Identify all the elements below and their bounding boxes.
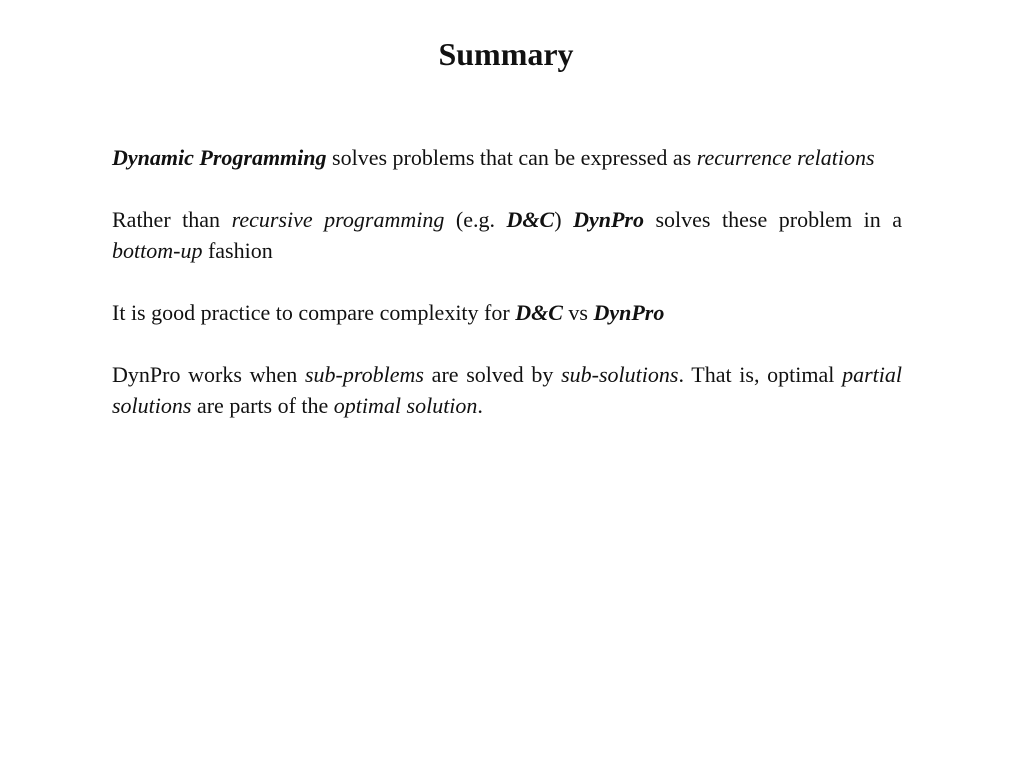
text-run: recursive programming: [231, 207, 445, 232]
text-run: D&C: [515, 300, 563, 325]
text-run: D&C: [506, 207, 555, 232]
text-run: vs: [562, 300, 594, 325]
text-run: Rather than: [112, 207, 232, 232]
text-run: ): [554, 207, 574, 232]
paragraph-optimal-substructure: [112, 359, 902, 421]
text-run: Dynamic Programming: [112, 145, 327, 170]
text-run: It is good practice to compare complexity for: [112, 300, 516, 325]
text-run: . That is, optimal: [678, 362, 843, 387]
paragraph-bottom-up: [112, 204, 902, 266]
text-run: are parts of the: [191, 393, 334, 418]
text-run: DynPro: [593, 300, 665, 325]
paragraph-compare-complexity: [112, 297, 902, 328]
text-run: are solved by: [423, 362, 562, 387]
text-run: fashion: [202, 238, 273, 263]
text-run: bottom-up: [112, 238, 203, 263]
text-run: (e.g.: [444, 207, 507, 232]
text-run: sub-problems: [305, 362, 424, 387]
paragraph-dynamic-programming: [112, 142, 902, 173]
text-run: DynPro: [573, 207, 644, 232]
text-run: .: [477, 393, 483, 418]
text-run: optimal solution: [333, 393, 478, 418]
text-run: partial solutions: [112, 362, 902, 418]
text-run: sub-solutions: [561, 362, 679, 387]
text-run: solves these problem in a: [643, 207, 902, 232]
slide-body: [112, 142, 902, 421]
text-run: solves problems that can be expressed as: [326, 145, 697, 170]
text-run: DynPro works when: [112, 362, 305, 387]
slide-title: Summary: [438, 36, 574, 72]
text-run: recurrence relations: [696, 145, 875, 170]
